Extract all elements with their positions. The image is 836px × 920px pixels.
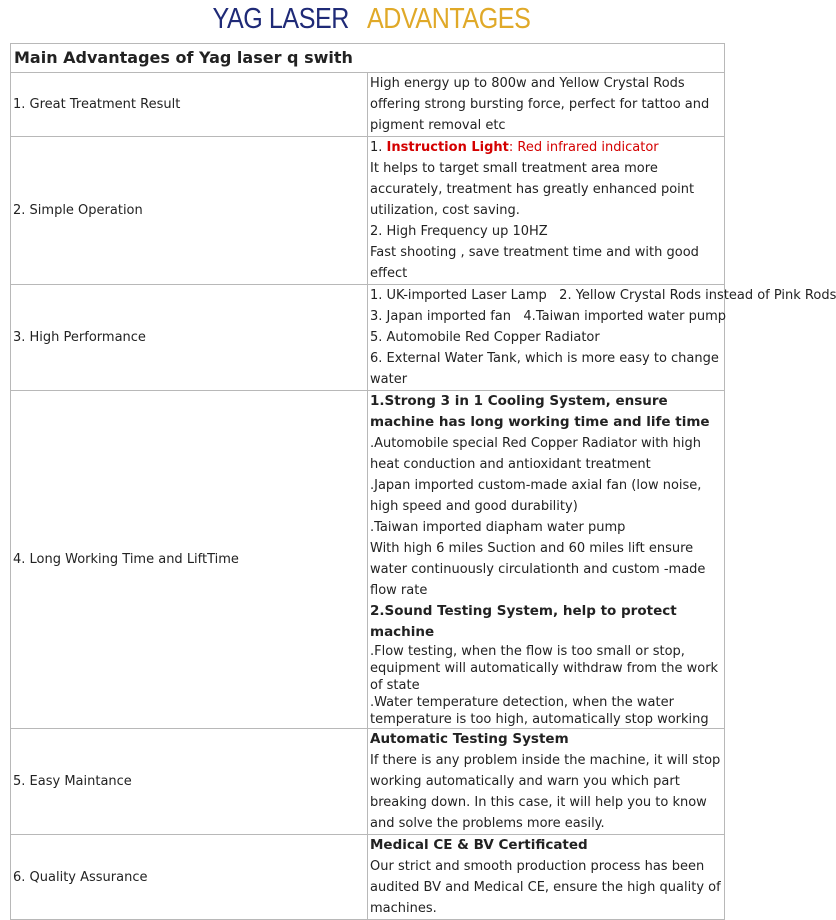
row-label: 2. Simple Operation (11, 137, 368, 285)
row-label: 4. Long Working Time and LiftTime (11, 391, 368, 729)
row-label: 3. High Performance (11, 285, 368, 391)
advantages-table (10, 43, 836, 920)
table-heading: Main Advantages of Yag laser q swith (11, 44, 725, 73)
row-content (368, 729, 725, 835)
content-line: Our strict and smooth production process has been audited BV and Medical CE, ensure the high quality of machines. (370, 859, 721, 916)
table-heading-row (11, 44, 725, 73)
instruction-light-desc: : Red infrared indicator (508, 140, 659, 155)
content-subheading: Medical CE & BV Certificated (370, 837, 588, 853)
instruction-light-label: Instruction Light (386, 140, 509, 155)
content-line: .Flow testing, when the flow is too small or stop, equipment will automatically withdraw from the work of state (370, 644, 719, 693)
content-line: 2. High Frequency up 10HZ (370, 224, 548, 239)
content-line (370, 137, 722, 158)
row-content (368, 137, 725, 285)
row-label: 5. Easy Maintance (11, 729, 368, 835)
content-line: 5. Automobile Red Copper Radiator (370, 330, 600, 345)
page-banner (0, 0, 745, 42)
row-content (368, 835, 725, 920)
row-content (368, 73, 725, 137)
row-label: 6. Quality Assurance (11, 835, 368, 920)
content-line: It helps to target small treatment area more accurately, treatment has greatly enhanced point utilization, cost saving. (370, 161, 695, 218)
content-line: 1. UK-imported Laser Lamp 2. Yellow Crystal Rods instead of Pink Rods (370, 288, 836, 303)
banner-title-part2: ADVANTAGES (367, 3, 532, 35)
banner-title-part1: YAG LASER (212, 3, 350, 35)
content-line: .Automobile special Red Copper Radiator with high heat conduction and antioxidant treatment (370, 436, 701, 472)
table-row (11, 729, 725, 835)
content-line: .Taiwan imported diapham water pump (370, 520, 626, 535)
content-line: High energy up to 800w and Yellow Crystal Rods offering strong bursting force, perfect for tattoo and pigment removal etc (370, 76, 710, 133)
line-prefix: 1. (370, 140, 387, 155)
content-subheading: Automatic Testing System (370, 731, 569, 747)
row-content (368, 391, 725, 729)
table-row (11, 137, 725, 285)
content-subheading: 1.Strong 3 in 1 Cooling System, ensure machine has long working time and life time (370, 393, 710, 430)
content-line: 3. Japan imported fan 4.Taiwan imported water pump (370, 309, 727, 324)
content-line: If there is any problem inside the machine, it will stop working automatically and warn you which part breaking down. In this case, it will help you to know and solve the problems more easily. (370, 753, 721, 831)
content-line: .Water temperature detection, when the water temperature is too high, automatically stop working (370, 695, 709, 727)
row-label: 1. Great Treatment Result (11, 73, 368, 137)
content-line: With high 6 miles Suction and 60 miles lift ensure water continuously circulationth and custom -made flow rate (370, 541, 706, 598)
row-content (368, 285, 836, 391)
content-subheading: 2.Sound Testing System, help to protect machine (370, 603, 677, 640)
content-line: .Japan imported custom-made axial fan (low noise, high speed and good durability) (370, 478, 702, 514)
table-row (11, 835, 725, 920)
table-row (11, 73, 725, 137)
banner-title (208, 0, 537, 38)
table-row (11, 391, 725, 729)
table-row (11, 285, 725, 391)
content-line: 6. External Water Tank, which is more easy to change water (370, 351, 719, 387)
content-line: Fast shooting , save treatment time and with good effect (370, 245, 699, 281)
